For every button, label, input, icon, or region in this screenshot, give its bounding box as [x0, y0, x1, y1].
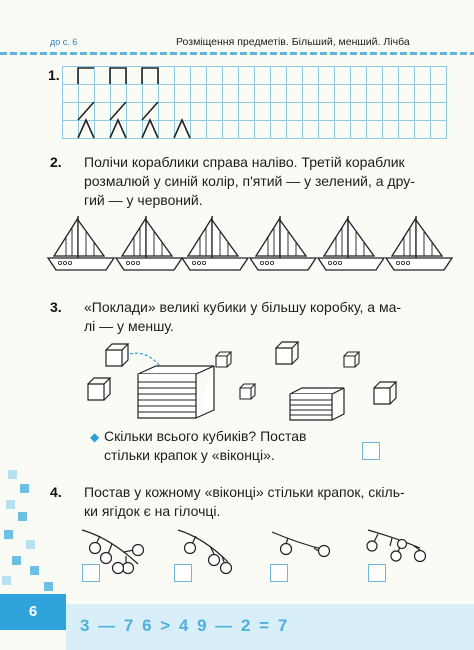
answer-window[interactable] — [82, 564, 100, 582]
answer-window[interactable] — [174, 564, 192, 582]
diamond-bullet-icon: ◆ — [90, 430, 100, 444]
sailboat — [182, 216, 248, 270]
task-text-line: Полічи кораблики справа наліво. Третій кораблик — [84, 154, 405, 170]
task-text-line: гий — у червоний. — [84, 192, 203, 208]
sailboat — [318, 216, 384, 270]
cubes-and-boxes — [0, 338, 474, 438]
question-line: стільки крапок у «віконці». — [104, 447, 275, 463]
sailboats-row — [0, 212, 474, 272]
page-reference: до с. 6 — [50, 37, 78, 47]
task-text-line: Постав у кожному «віконці» стільки крапок, скіль- — [84, 484, 405, 500]
footer-expression: 3 — 7 6 > 4 9 — 2 = 7 — [80, 616, 290, 635]
answer-window[interactable] — [362, 442, 380, 460]
question-line: Скільки всього кубиків? Постав — [104, 428, 307, 444]
task-text-line: розмалюй у синій колір, п'ятий — у зелений, а дру- — [84, 173, 415, 189]
task-text-line: ки ягідок є на гілочці. — [84, 503, 221, 519]
task-text-line: лі — у меншу. — [84, 318, 174, 334]
task-number: 1. — [48, 67, 60, 83]
page-number: 6 — [0, 594, 66, 630]
answer-window[interactable] — [270, 564, 288, 582]
sailboat — [386, 216, 452, 270]
answer-window[interactable] — [368, 564, 386, 582]
page-title: Розміщення предметів. Більший, менший. Лічба — [176, 36, 410, 48]
sailboat — [48, 216, 114, 270]
sailboat — [250, 216, 316, 270]
task-number: 3. — [50, 299, 62, 315]
task-number: 2. — [50, 154, 62, 170]
sailboat — [116, 216, 182, 270]
task-text-line: «Поклади» великі кубики у більшу коробку, а ма- — [84, 299, 402, 315]
task-number: 4. — [50, 484, 62, 500]
berry-branches — [0, 520, 474, 590]
